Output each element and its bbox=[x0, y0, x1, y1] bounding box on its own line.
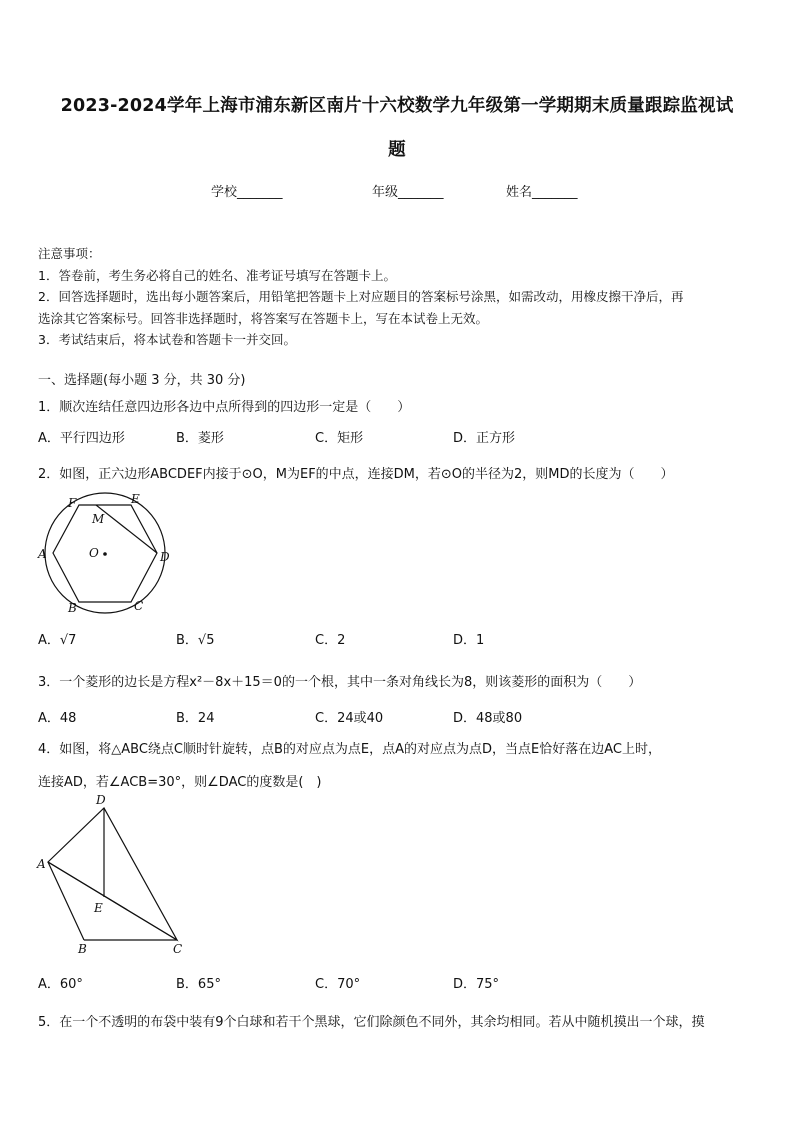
segment-ac bbox=[48, 862, 177, 940]
question-1-stem: 1．顺次连结任意四边形各边中点所得到的四边形一定是（ ） bbox=[38, 400, 411, 415]
question-2-stem: 2．如图，正六边形ABCDEF内接于⊙O，M为EF的中点，连接DM，若⊙O的半径为2，则MD的长度为（ ） bbox=[38, 467, 674, 482]
label-d: D bbox=[160, 550, 170, 564]
q1-option-b: B．菱形 bbox=[176, 431, 224, 446]
label-c: C bbox=[134, 599, 144, 613]
center-point bbox=[103, 552, 107, 556]
q2-option-d: D．1 bbox=[453, 633, 485, 648]
question-5-stem: 5．在一个不透明的布袋中装有9个白球和若干个黑球，它们除颜色不同外，其余均相同。若从中随机摸出一个球，摸 bbox=[38, 1015, 705, 1030]
title-line-2: 题 bbox=[388, 140, 406, 160]
q2-option-b: B．√5 bbox=[176, 633, 215, 648]
exam-title bbox=[30, 84, 764, 172]
q1-option-d: D．正方形 bbox=[453, 431, 516, 446]
question-4-stem-line-1: 4．如图，将△ABC绕点C顺时针旋转，点B的对应点为点E，点A的对应点为点D，当点E恰好落在边AC上时， bbox=[38, 742, 661, 757]
school-field: 学校_______ bbox=[211, 185, 283, 200]
label-d: D bbox=[96, 793, 106, 807]
label-o: O bbox=[89, 546, 99, 560]
grade-field: 年级_______ bbox=[372, 185, 444, 200]
title-line-1: 2023-2024学年上海市浦东新区南片十六校数学九年级第一学期期末质量跟踪监视试 bbox=[60, 96, 734, 116]
label-c: C bbox=[173, 942, 183, 956]
section-heading: 一、选择题(每小题 3 分，共 30 分) bbox=[38, 373, 246, 388]
label-b: B bbox=[68, 601, 77, 615]
q1-option-c: C．矩形 bbox=[315, 431, 364, 446]
q2-option-a: A．√7 bbox=[38, 633, 77, 648]
name-field: 姓名_______ bbox=[506, 185, 578, 200]
label-a: A bbox=[38, 547, 47, 561]
label-f: F bbox=[68, 496, 77, 510]
label-a: A bbox=[37, 857, 46, 871]
segment-md bbox=[96, 505, 157, 553]
notes-item: 选涂其它答案标号。回答非选择题时，将答案写在答题卡上，写在本试卷上无效。 bbox=[38, 310, 489, 326]
label-e: E bbox=[131, 492, 140, 506]
q4-option-d: D．75° bbox=[453, 977, 500, 992]
exam-notes bbox=[38, 243, 760, 351]
notes-item: 1．答卷前，考生务必将自己的姓名、准考证号填写在答题卡上。 bbox=[38, 267, 396, 283]
notes-item: 3．考试结束后，将本试卷和答题卡一并交回。 bbox=[38, 332, 296, 347]
question-4-stem-line-2: 连接AD，若∠ACB=30°，则∠DAC的度数是( ) bbox=[38, 775, 322, 790]
q4-option-b: B．65° bbox=[176, 977, 221, 992]
hexagon-circle-figure bbox=[34, 488, 184, 618]
q3-option-b: B．24 bbox=[176, 711, 215, 726]
segment-ab bbox=[48, 862, 84, 940]
label-b: B bbox=[78, 942, 87, 956]
label-e: E bbox=[94, 901, 103, 915]
q4-option-a: A．60° bbox=[38, 977, 83, 992]
q1-option-a: A．平行四边形 bbox=[38, 431, 125, 446]
q3-option-d: D．48或80 bbox=[453, 711, 523, 726]
q3-option-a: A．48 bbox=[38, 711, 77, 726]
q2-option-c: C．2 bbox=[315, 633, 346, 648]
label-m: M bbox=[92, 512, 105, 526]
question-3-stem: 3．一个菱形的边长是方程x²－8x＋15＝0的一个根，其中一条对角线长为8，则该菱形的面积为（ ） bbox=[38, 675, 642, 690]
notes-item: 2．回答选择题时，选出每小题答案后，用铅笔把答题卡上对应题目的答案标号涂黑，如需改动，用橡皮擦干净后，再 bbox=[38, 289, 684, 304]
q3-option-c: C．24或40 bbox=[315, 711, 384, 726]
rotation-triangle-figure bbox=[34, 790, 194, 960]
q4-option-c: C．70° bbox=[315, 977, 361, 992]
notes-heading: 注意事项： bbox=[38, 246, 101, 261]
